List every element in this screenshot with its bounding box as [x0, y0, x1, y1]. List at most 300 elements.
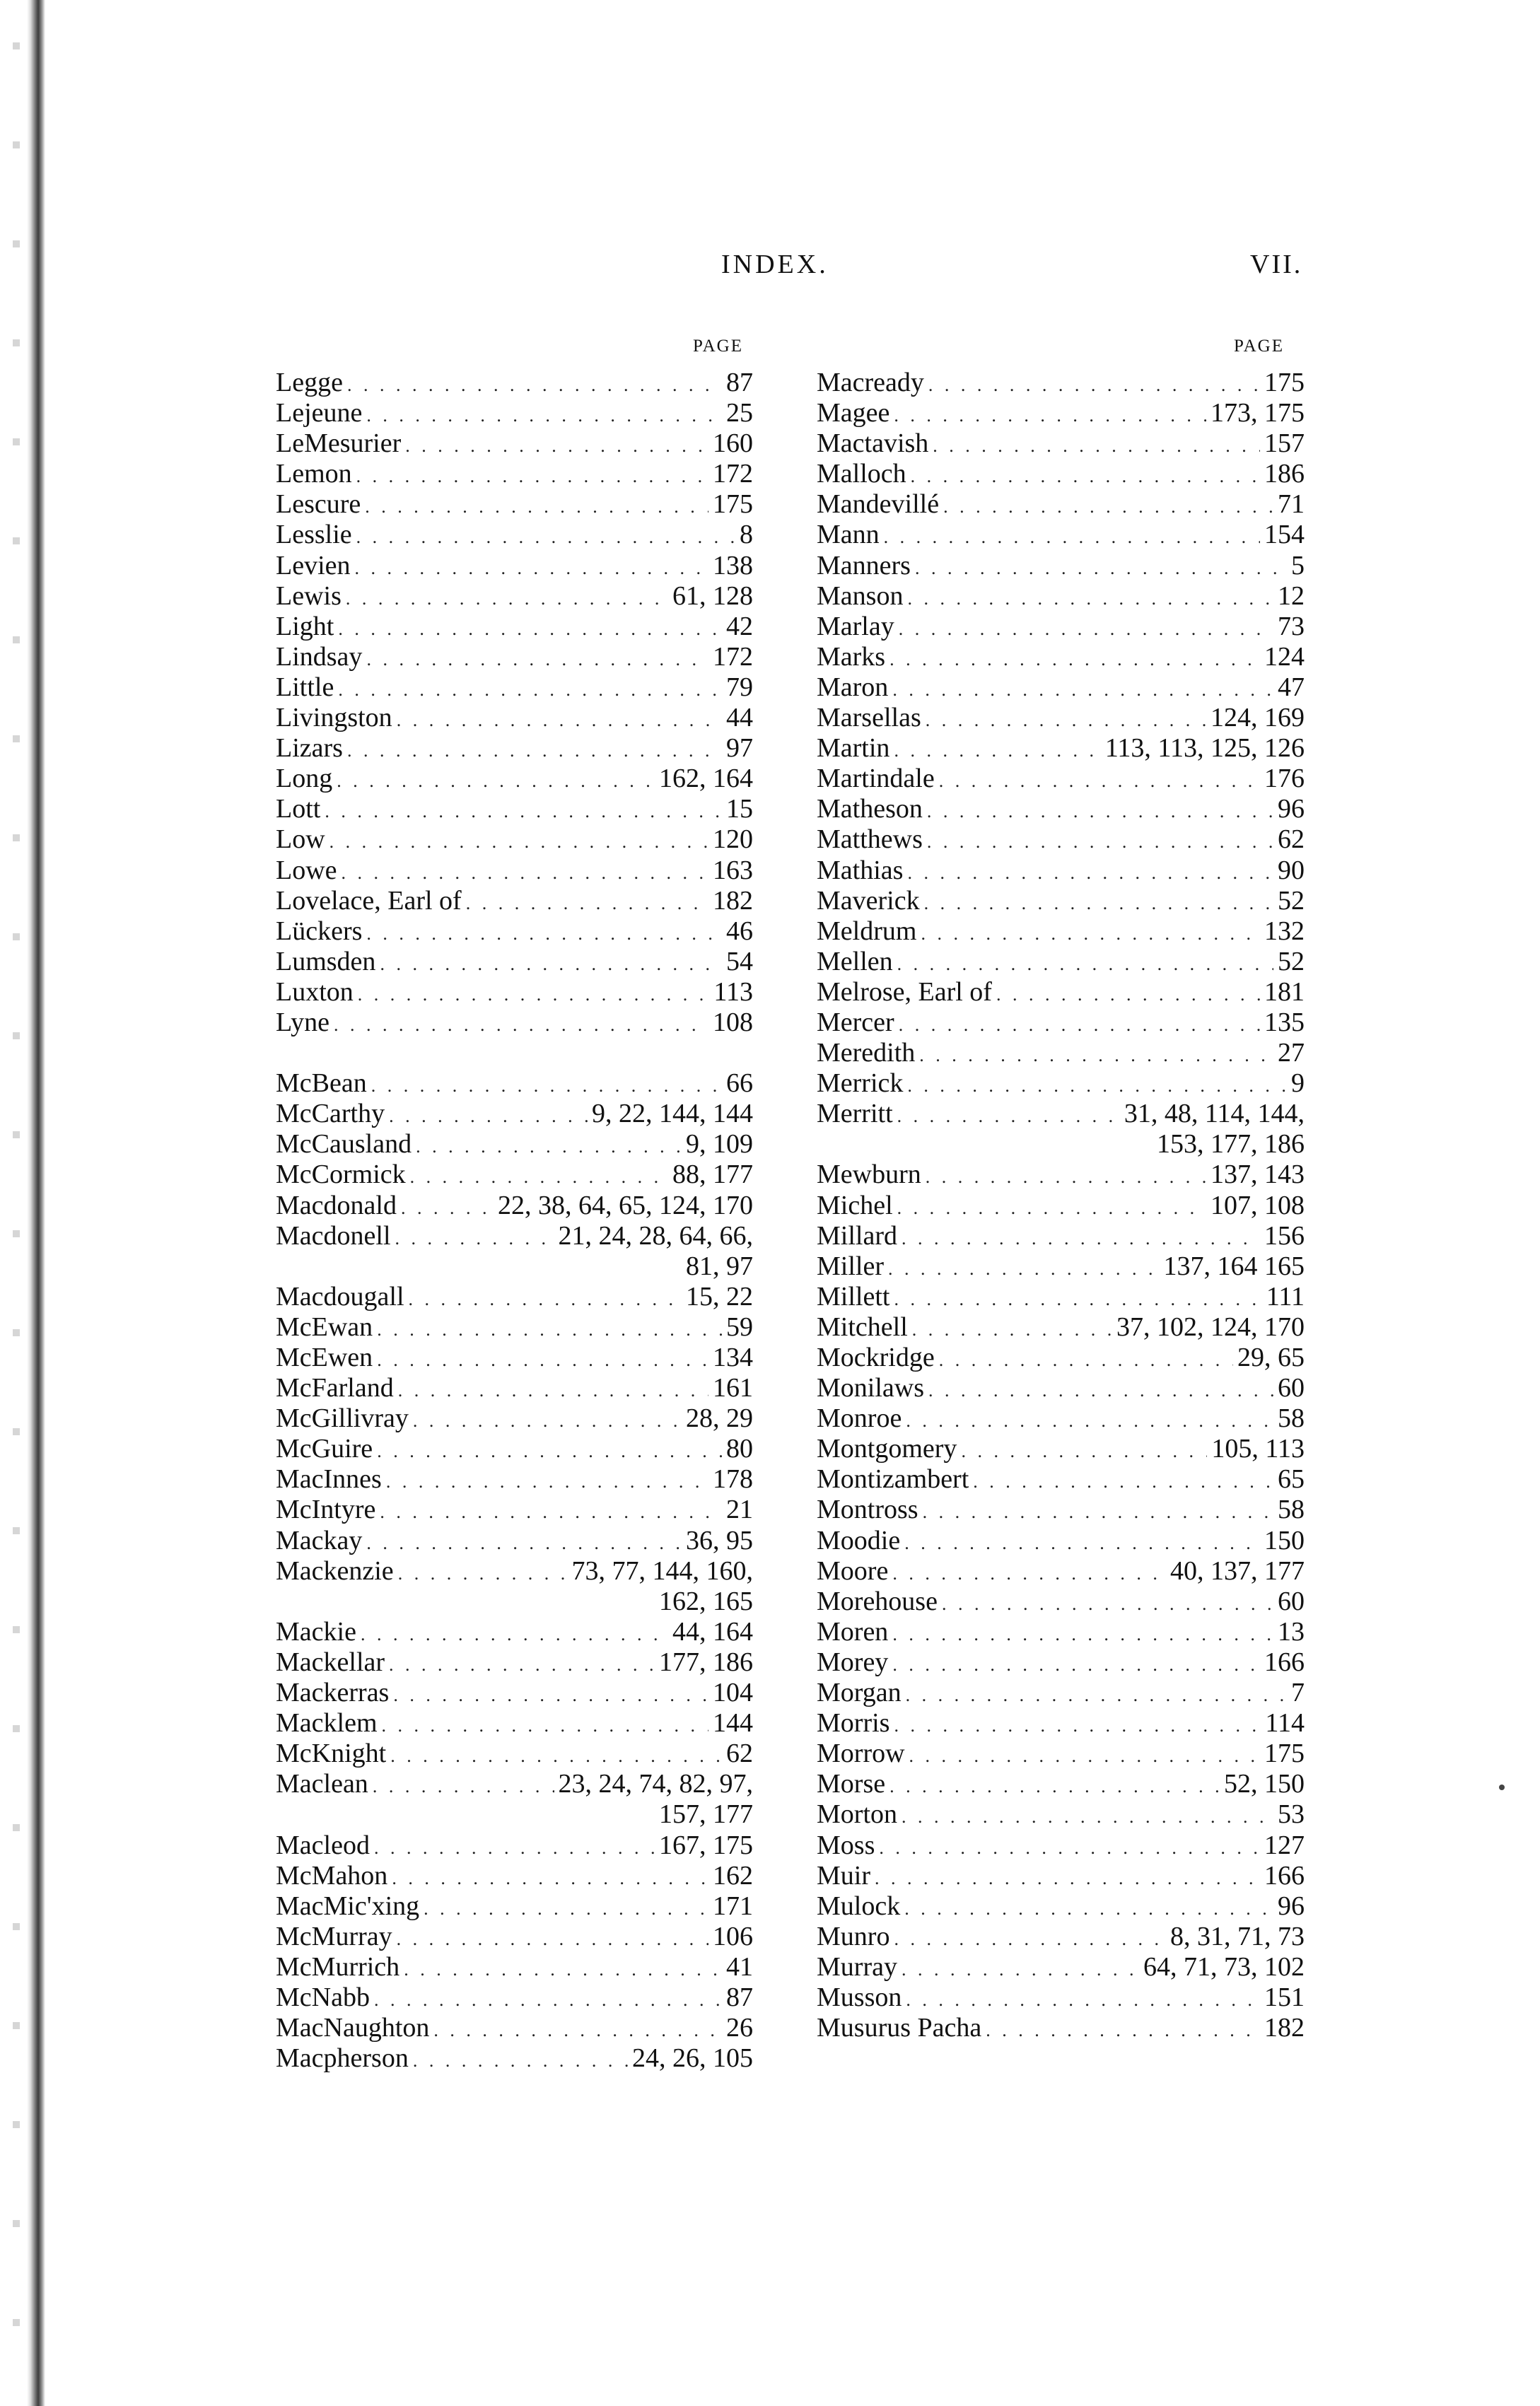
entry-pages: 175 — [1264, 368, 1305, 397]
index-entry — [276, 1129, 753, 1160]
entry-pages: 111 — [1266, 1281, 1305, 1312]
index-entry — [817, 977, 1305, 1008]
entry-pages: 151 — [1264, 1982, 1305, 2012]
index-entry — [817, 947, 1305, 977]
dot-leader — [366, 1528, 682, 1558]
index-entry — [817, 1891, 1305, 1922]
entry-pages: 28, 29 — [686, 1403, 753, 1434]
entry-name: Montgomery — [817, 1434, 957, 1464]
entry-pages: 47 — [1278, 672, 1305, 702]
entry-name: Macdougall — [276, 1281, 404, 1312]
index-entry — [276, 1556, 753, 1587]
dot-leader — [899, 614, 1273, 644]
entry-pages: 31, 48, 114, 144, — [1124, 1099, 1305, 1129]
entry-name: Mathias — [817, 855, 904, 885]
index-entry — [817, 1373, 1305, 1403]
entry-pages: 175 — [713, 489, 753, 520]
dot-leader — [894, 400, 1206, 431]
index-entry — [276, 1282, 753, 1312]
dot-leader — [939, 766, 1260, 796]
index-entry — [276, 1099, 753, 1129]
entry-name: McEwen — [276, 1343, 373, 1372]
entry-pages: 71 — [1278, 489, 1305, 520]
index-entry — [817, 1769, 1305, 1799]
entry-pages: 166 — [1264, 1647, 1305, 1677]
index-entry — [276, 1403, 753, 1434]
entry-pages: 162, 164 — [659, 764, 753, 794]
dot-leader — [366, 400, 722, 431]
dot-leader — [337, 766, 655, 796]
index-entry — [276, 1221, 753, 1251]
entry-name: McCormick — [276, 1160, 406, 1190]
entry-pages: 173, 175 — [1211, 398, 1305, 428]
dot-leader — [397, 705, 722, 735]
entry-name: Lindsay — [276, 641, 363, 672]
entry-pages: 172 — [713, 459, 753, 489]
entry-pages: 163 — [713, 855, 753, 885]
entry-pages: 15, 22 — [686, 1281, 753, 1312]
entry-pages: 21 — [726, 1495, 753, 1525]
dot-leader — [892, 1649, 1260, 1680]
index-entry — [276, 733, 753, 764]
index-entry — [276, 428, 753, 459]
dot-leader — [926, 705, 1206, 735]
index-entry — [276, 1068, 753, 1099]
dot-leader — [433, 2015, 722, 2045]
dot-leader — [923, 1497, 1273, 1527]
index-entry — [817, 612, 1305, 642]
index-entry — [276, 2013, 753, 2043]
index-entry — [276, 1830, 753, 1861]
entry-name: Morse — [817, 1769, 886, 1799]
entry-pages: 58 — [1278, 1495, 1305, 1525]
dot-leader — [897, 949, 1273, 979]
index-entry — [817, 703, 1305, 733]
entry-name: McCarthy — [276, 1099, 385, 1129]
entry-name: Mann — [817, 520, 880, 550]
entry-name: McBean — [276, 1068, 367, 1099]
dot-leader — [909, 1741, 1260, 1771]
dot-leader — [894, 735, 1100, 766]
dot-leader — [366, 644, 708, 675]
entry-name: Legge — [276, 368, 343, 397]
index-entry — [276, 824, 753, 855]
entry-name: Melrose, Earl of — [817, 976, 992, 1007]
entry-pages: 62 — [726, 1739, 753, 1769]
index-entry — [817, 551, 1305, 581]
index-entry — [817, 398, 1305, 428]
page-gutter — [27, 0, 45, 2406]
dot-leader — [928, 1375, 1273, 1406]
entry-pages: 80 — [726, 1434, 753, 1464]
index-entry — [276, 1617, 753, 1647]
entry-name: Mackie — [276, 1616, 356, 1647]
index-entry — [817, 1343, 1305, 1373]
dot-leader — [329, 827, 708, 857]
entry-pages: 44, 164 — [672, 1616, 753, 1647]
index-entry — [276, 1526, 753, 1556]
dot-leader — [899, 1010, 1260, 1040]
entry-name: Macleod — [276, 1830, 370, 1860]
entry-pages: 24, 26, 105 — [632, 2043, 753, 2074]
entry-name: McMahon — [276, 1860, 388, 1891]
dot-leader — [377, 1314, 722, 1345]
page-title: INDEX. — [721, 250, 829, 279]
entry-name: Meredith — [817, 1038, 916, 1068]
entry-name: Little — [276, 672, 334, 702]
entry-pages: 176 — [1264, 764, 1305, 794]
index-entry — [817, 1403, 1305, 1434]
index-entry-continuation — [276, 1799, 753, 1830]
index-entry — [817, 794, 1305, 824]
dot-leader — [892, 1558, 1166, 1589]
index-entry — [817, 1068, 1305, 1099]
entry-pages: 107, 108 — [1211, 1190, 1305, 1220]
index-entry — [817, 1922, 1305, 1952]
entry-pages: 161 — [713, 1373, 753, 1403]
entry-pages: 144 — [713, 1708, 753, 1739]
dot-leader — [894, 1284, 1261, 1314]
index-entry — [817, 1434, 1305, 1464]
index-entry — [276, 459, 753, 489]
entry-pages: 134 — [713, 1343, 753, 1372]
entry-pages: 15 — [726, 794, 753, 824]
entry-name: Millett — [817, 1281, 890, 1312]
binding-shadow — [13, 0, 20, 2406]
entry-name: McNabb — [276, 1982, 370, 2012]
entry-pages: 157 — [1264, 428, 1305, 459]
entry-name: Matheson — [817, 794, 923, 824]
dot-leader — [395, 1223, 554, 1254]
entry-pages: 138 — [713, 550, 753, 580]
entry-pages: 87 — [726, 368, 753, 397]
dot-leader — [401, 1193, 494, 1223]
entry-name: Lesslie — [276, 520, 352, 550]
dot-leader — [347, 735, 722, 766]
index-entry — [817, 1160, 1305, 1190]
entry-name: Luxton — [276, 976, 354, 1007]
entry-name: Mellen — [817, 946, 893, 976]
entry-pages: 137, 143 — [1211, 1160, 1305, 1190]
entry-pages: 23, 24, 74, 82, 97, — [558, 1769, 753, 1799]
index-entry — [817, 581, 1305, 612]
index-entry — [276, 1739, 753, 1769]
index-entry — [276, 1922, 753, 1952]
index-entry — [276, 1891, 753, 1922]
entry-name: McEwan — [276, 1312, 373, 1342]
right-column-heading: PAGE — [1234, 337, 1284, 356]
dot-leader — [398, 1375, 708, 1406]
dot-leader — [398, 1558, 568, 1589]
entry-name: Moodie — [817, 1525, 901, 1555]
index-entry — [276, 1708, 753, 1739]
dot-leader — [902, 1223, 1260, 1254]
entry-pages: 64, 71, 73, 102 — [1143, 1951, 1305, 1982]
index-entry — [817, 916, 1305, 947]
dot-leader — [907, 1070, 1287, 1101]
entry-name: Macready — [817, 368, 924, 397]
entry-pages: 7 — [1291, 1678, 1305, 1708]
dot-leader — [907, 858, 1273, 888]
entry-name: Levien — [276, 550, 351, 580]
dot-leader — [939, 1345, 1233, 1375]
index-entry — [276, 1678, 753, 1708]
entry-pages: 9 — [1291, 1068, 1305, 1099]
entry-name: Mactavish — [817, 428, 929, 459]
dot-leader — [906, 1406, 1273, 1436]
dot-leader — [404, 1954, 722, 1985]
entry-name: Mercer — [817, 1007, 894, 1037]
entry-name: Lyne — [276, 1007, 329, 1037]
entry-name: McIntyre — [276, 1495, 376, 1525]
entry-pages: 62 — [1278, 824, 1305, 855]
dot-leader — [365, 491, 708, 522]
entry-name: Moss — [817, 1830, 875, 1860]
entry-name: MacMic'xing — [276, 1891, 420, 1921]
entry-name: Monilaws — [817, 1373, 924, 1403]
entry-name: Moren — [817, 1616, 889, 1647]
index-entry — [276, 1861, 753, 1891]
entry-pages: 153, 177, 186 — [1157, 1129, 1305, 1160]
index-entry — [276, 1373, 753, 1403]
entry-pages: 114 — [1265, 1708, 1305, 1739]
index-entry — [817, 2013, 1305, 2043]
entry-pages: 167, 175 — [659, 1830, 753, 1860]
entry-name: Morton — [817, 1799, 897, 1830]
index-entry — [817, 428, 1305, 459]
dot-leader — [413, 1406, 682, 1436]
index-entry — [817, 1739, 1305, 1769]
dot-leader — [906, 1985, 1260, 2015]
page-number: VII. — [1250, 250, 1303, 279]
dot-leader — [466, 888, 708, 918]
right-index-column — [817, 368, 1305, 2043]
entry-name: Magee — [817, 398, 890, 428]
index-entry — [276, 398, 753, 428]
entry-pages: 8 — [740, 520, 753, 550]
dot-leader — [973, 1466, 1273, 1497]
dot-leader — [366, 918, 722, 949]
dot-leader — [346, 583, 668, 614]
dot-leader — [389, 1101, 588, 1131]
entry-name: McFarland — [276, 1373, 394, 1403]
entry-name: McCausland — [276, 1129, 412, 1160]
entry-name: Mackay — [276, 1525, 363, 1555]
index-entry — [817, 1099, 1305, 1129]
entry-name: Miller — [817, 1251, 884, 1281]
index-entry — [276, 1952, 753, 1982]
dot-leader — [894, 1710, 1261, 1741]
entry-name: Lowe — [276, 855, 337, 885]
dot-leader — [413, 2045, 628, 2076]
dot-leader — [892, 1619, 1273, 1649]
entry-name: MacNaughton — [276, 2013, 430, 2043]
entry-name: Lovelace, Earl of — [276, 885, 462, 916]
dot-leader — [361, 1619, 668, 1649]
entry-pages: 108 — [713, 1007, 753, 1037]
index-entry — [817, 1587, 1305, 1617]
entry-pages: 157, 177 — [659, 1799, 753, 1830]
index-entry — [817, 642, 1305, 672]
entry-name: Moore — [817, 1555, 889, 1586]
entry-pages: 54 — [726, 946, 753, 976]
dot-leader — [879, 1833, 1260, 1863]
entry-name: Macklem — [276, 1708, 378, 1739]
entry-pages: 135 — [1264, 1007, 1305, 1037]
entry-pages: 81, 97 — [686, 1251, 753, 1281]
entry-pages: 53 — [1278, 1799, 1305, 1830]
index-entry — [817, 1952, 1305, 1982]
index-entry — [276, 977, 753, 1008]
entry-pages: 9, 109 — [686, 1129, 753, 1160]
dot-leader — [906, 1680, 1287, 1710]
entry-name: Manners — [817, 550, 911, 580]
entry-name: Matthews — [817, 824, 923, 855]
entry-pages: 52 — [1278, 885, 1305, 916]
entry-name: Munro — [817, 1921, 890, 1951]
entry-pages: 156 — [1264, 1220, 1305, 1251]
entry-pages: 61, 128 — [672, 580, 753, 611]
index-entry — [276, 1434, 753, 1464]
entry-pages: 65 — [1278, 1464, 1305, 1495]
dot-leader — [911, 461, 1260, 491]
entry-name: Morris — [817, 1708, 890, 1739]
dot-leader — [393, 1680, 708, 1710]
dot-leader — [377, 1436, 722, 1466]
index-entry — [276, 1008, 753, 1038]
index-entry — [817, 368, 1305, 398]
entry-pages: 37, 102, 124, 170 — [1116, 1312, 1305, 1342]
entry-pages: 96 — [1278, 1891, 1305, 1921]
entry-name: Montizambert — [817, 1464, 969, 1495]
dot-leader — [884, 522, 1260, 552]
dot-leader — [897, 1193, 1206, 1223]
entry-name: Maverick — [817, 885, 920, 916]
dot-leader — [897, 1101, 1120, 1131]
index-entry — [276, 1769, 753, 1799]
entry-name: Lott — [276, 794, 321, 824]
index-entry-continuation — [276, 1587, 753, 1617]
entry-pages: 88, 177 — [672, 1160, 753, 1190]
index-entry — [276, 581, 753, 612]
index-entry-continuation — [817, 1129, 1305, 1160]
dot-leader — [933, 431, 1260, 461]
entry-pages: 137, 164 165 — [1163, 1251, 1305, 1281]
entry-name: Martindale — [817, 764, 935, 794]
entry-pages: 73, 77, 144, 160, — [571, 1555, 753, 1586]
dot-leader — [355, 553, 708, 583]
entry-name: Mockridge — [817, 1343, 935, 1372]
index-entry — [817, 1982, 1305, 2013]
index-entry-continuation — [276, 1251, 753, 1282]
entry-pages: 29, 65 — [1237, 1343, 1305, 1372]
entry-pages: 162, 165 — [659, 1586, 753, 1616]
entry-name: Maron — [817, 672, 889, 702]
index-entry — [817, 520, 1305, 550]
entry-pages: 22, 38, 64, 65, 124, 170 — [498, 1190, 753, 1220]
dot-leader — [912, 1314, 1112, 1345]
dot-leader — [392, 1863, 708, 1893]
entry-name: Macdonald — [276, 1190, 397, 1220]
index-entry — [276, 947, 753, 977]
entry-pages: 172 — [713, 641, 753, 672]
entry-pages: 150 — [1264, 1525, 1305, 1555]
dot-leader — [374, 1985, 722, 2015]
dot-leader — [371, 1070, 722, 1101]
entry-name: MacInnes — [276, 1464, 382, 1495]
entry-pages: 182 — [713, 885, 753, 916]
dot-leader — [386, 1466, 708, 1497]
entry-name: Mackellar — [276, 1647, 385, 1677]
entry-name: Mewburn — [817, 1160, 921, 1190]
entry-name: Livingston — [276, 703, 392, 733]
entry-pages: 186 — [1264, 459, 1305, 489]
dot-leader — [961, 1436, 1207, 1466]
entry-name: Morrow — [817, 1739, 905, 1769]
index-entry — [817, 886, 1305, 916]
entry-pages: 90 — [1278, 855, 1305, 885]
index-entry — [276, 855, 753, 886]
dot-leader — [926, 1162, 1206, 1192]
entry-name: Manson — [817, 580, 904, 611]
entry-name: Light — [276, 611, 334, 641]
entry-name: Maclean — [276, 1769, 368, 1799]
dot-leader — [325, 796, 722, 827]
entry-pages: 42 — [726, 611, 753, 641]
entry-name: Macdonell — [276, 1220, 391, 1251]
index-entry — [817, 1678, 1305, 1708]
index-entry — [276, 2043, 753, 2074]
dot-leader — [915, 553, 1287, 583]
dot-leader — [927, 827, 1273, 857]
index-entry — [276, 1160, 753, 1190]
entry-name: Musurus Pacha — [817, 2013, 982, 2043]
dot-leader — [907, 583, 1273, 614]
entry-pages: 8, 31, 71, 73 — [1170, 1921, 1305, 1951]
section-gap — [276, 1038, 753, 1068]
dot-leader — [943, 491, 1273, 522]
entry-pages: 96 — [1278, 794, 1305, 824]
entry-pages: 113 — [713, 976, 753, 1007]
entry-name: Millard — [817, 1220, 897, 1251]
index-entry — [276, 1647, 753, 1678]
index-entry — [817, 672, 1305, 703]
index-entry — [817, 1617, 1305, 1647]
entry-pages: 46 — [726, 916, 753, 946]
entry-pages: 44 — [726, 703, 753, 733]
dot-leader — [347, 370, 722, 400]
index-entry — [276, 642, 753, 672]
entry-pages: 60 — [1278, 1586, 1305, 1616]
dot-leader — [416, 1131, 682, 1162]
entry-pages: 41 — [726, 1951, 753, 1982]
entry-pages: 124, 169 — [1211, 703, 1305, 733]
dot-leader — [892, 675, 1273, 705]
index-entry — [817, 824, 1305, 855]
dot-leader — [409, 1284, 682, 1314]
index-entry — [817, 1008, 1305, 1038]
entry-name: Mulock — [817, 1891, 901, 1921]
entry-pages: 177, 186 — [659, 1647, 753, 1677]
entry-pages: 27 — [1278, 1038, 1305, 1068]
entry-name: Mitchell — [817, 1312, 908, 1342]
entry-pages: 25 — [726, 398, 753, 428]
dot-leader — [405, 431, 708, 461]
index-entry — [817, 1708, 1305, 1739]
dot-leader — [902, 1801, 1273, 1832]
dot-leader — [374, 1833, 655, 1863]
entry-name: Lescure — [276, 489, 361, 520]
